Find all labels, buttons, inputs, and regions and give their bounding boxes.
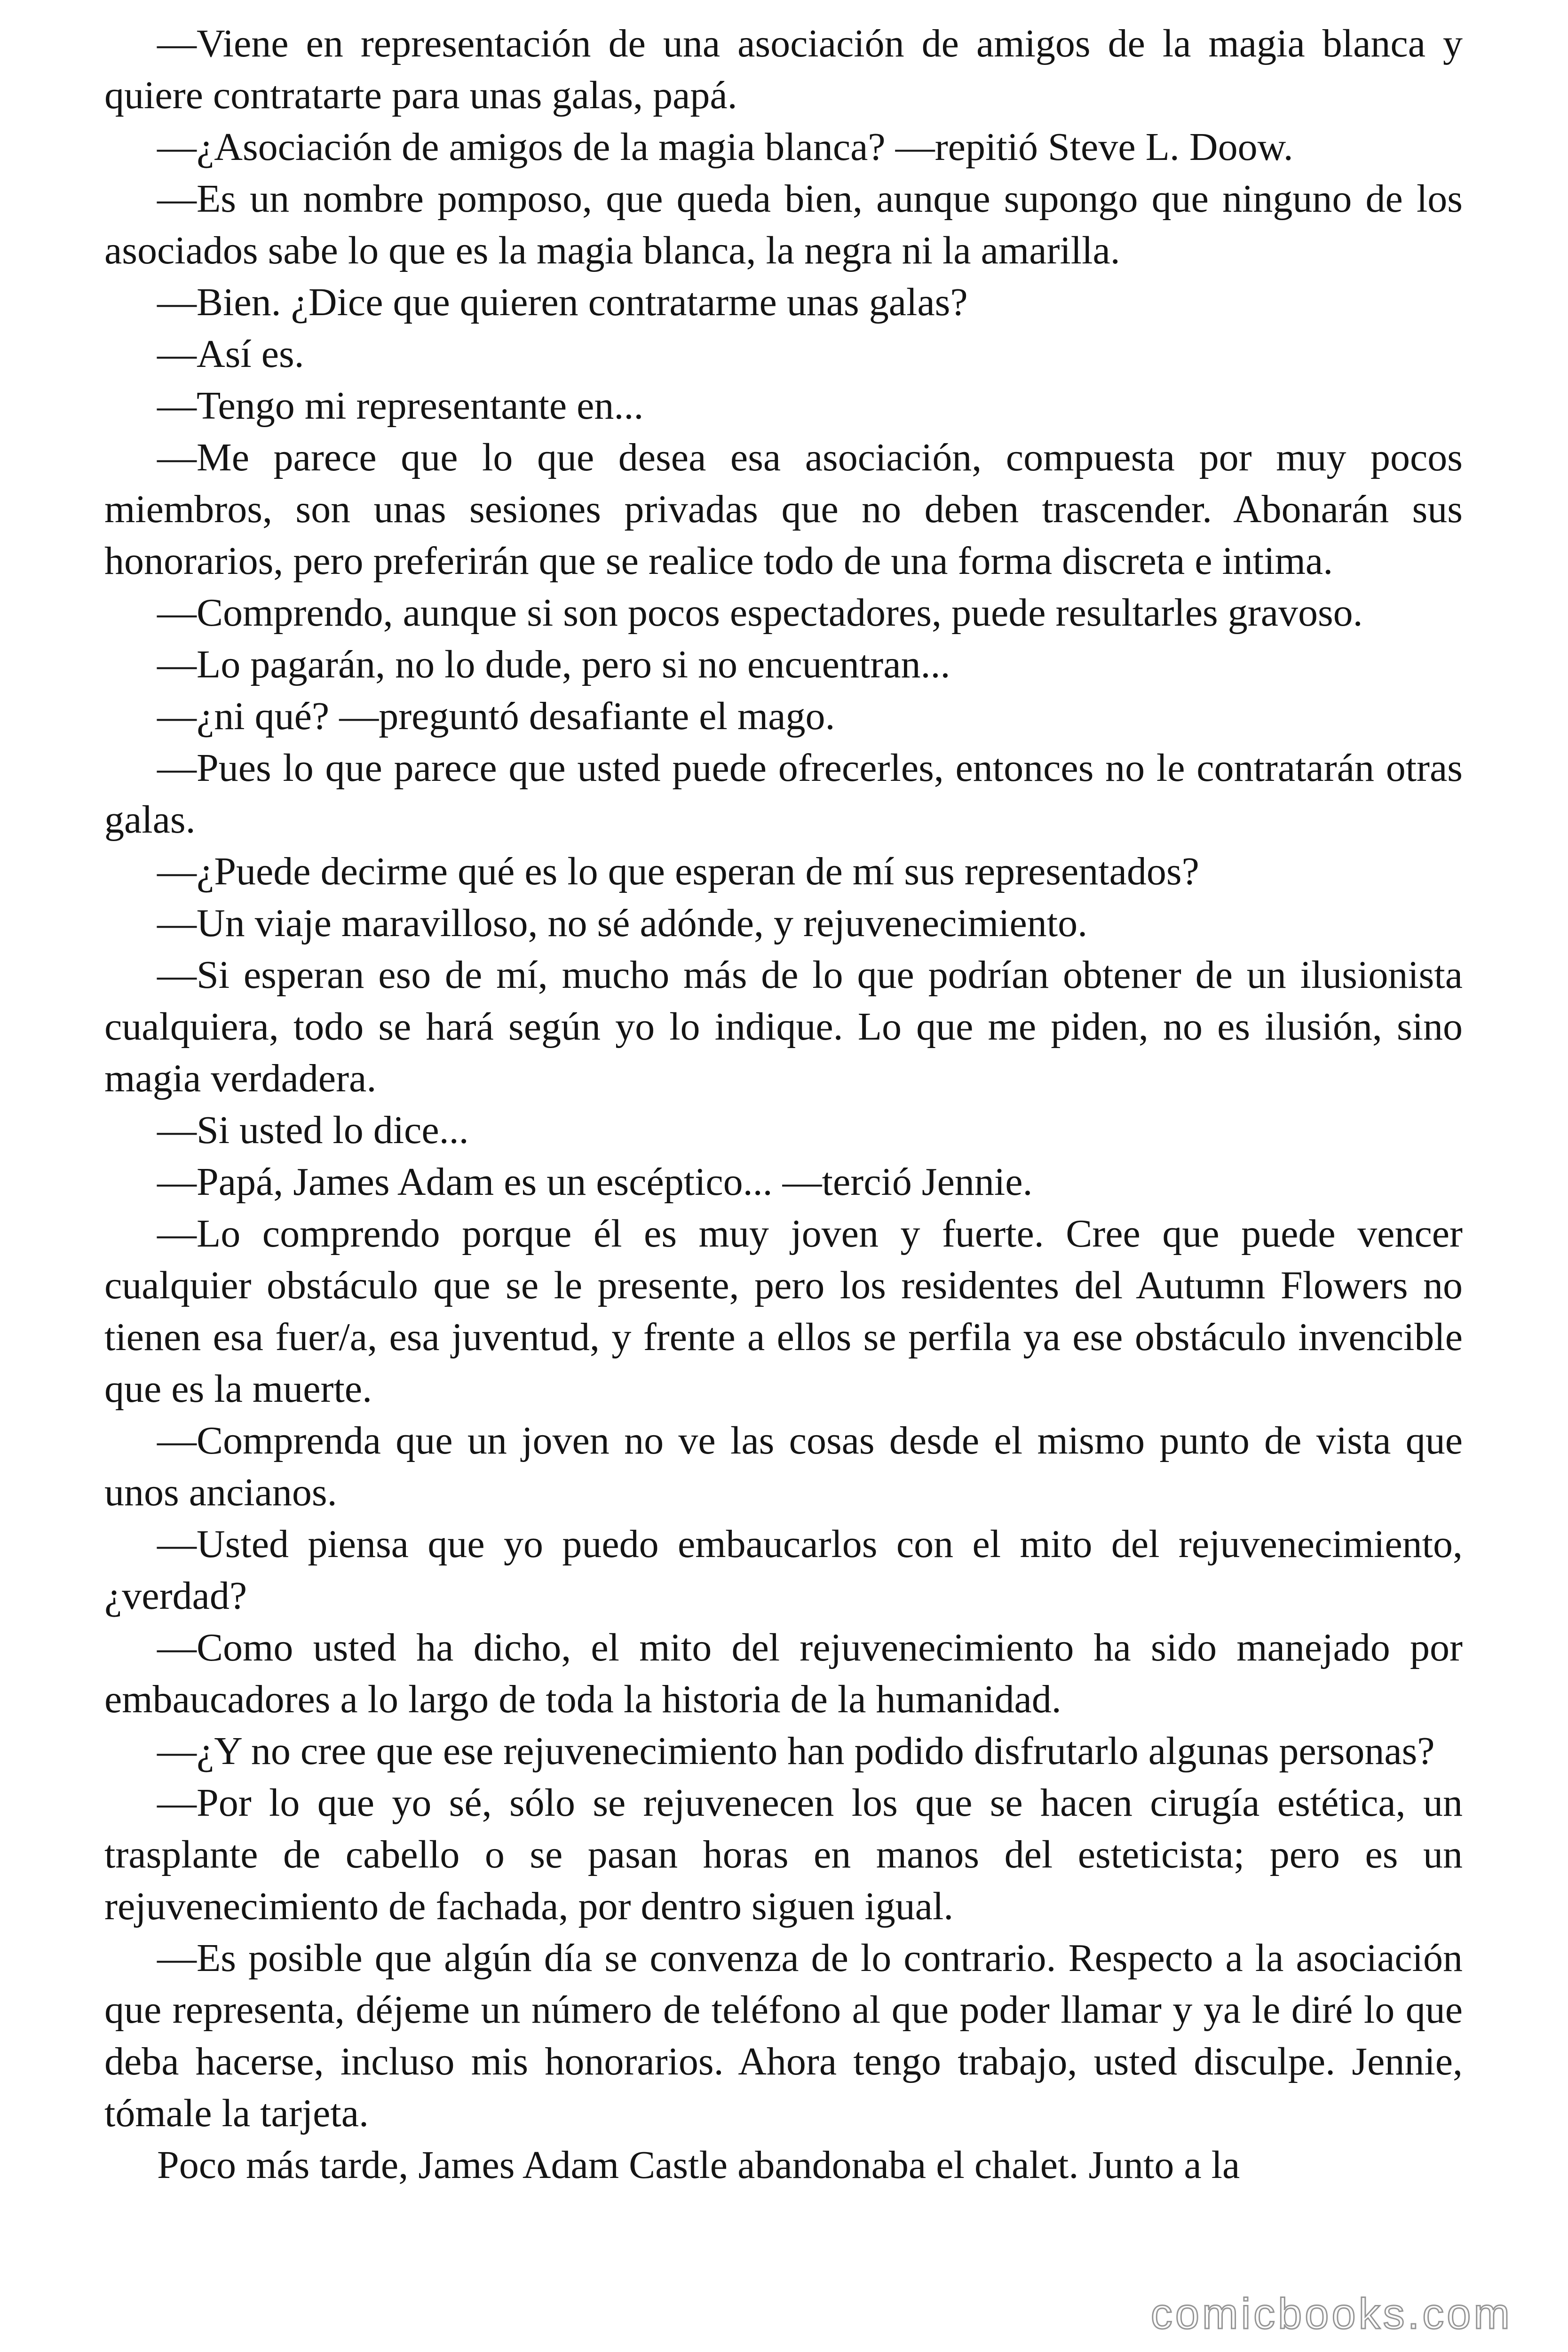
paragraph: —Comprenda que un joven no ve las cosas desde el mismo punto de vista que unos ancianos. [104, 1419, 1463, 1514]
paragraph: —Usted piensa que yo puedo embaucarlos con el mito del rejuvenecimiento, ¿verdad? [104, 1522, 1463, 1618]
paragraph: —¿Y no cree que ese rejuvenecimiento han podido disfrutarlo algunas personas? [157, 1729, 1435, 1773]
paragraph: —Si usted lo dice... [157, 1108, 469, 1152]
paragraph: —Pues lo que parece que usted puede ofrecerles, entonces no le contratarán otras galas. [104, 746, 1463, 842]
paragraph: —Lo pagarán, no lo dude, pero si no encuentran... [157, 643, 950, 686]
paragraph: —¿ni qué? —preguntó desafiante el mago. [157, 694, 835, 738]
paragraph: —Es posible que algún día se convenza de lo contrario. Respecto a la asociación que representa, déjeme un número de teléfono al que poder llamar y ya le diré lo que deba hacerse, incluso mis honorarios. Ahora tengo trabajo, usted disculpe. Jennie, tómale la tarjeta. [104, 1936, 1463, 2135]
paragraph: —Me parece que lo que desea esa asociación, compuesta por muy pocos miembros, son unas sesiones privadas que no deben trascender. Abonarán sus honorarios, pero preferirán que se realice todo de una forma discreta e intima. [104, 436, 1463, 583]
paragraph: —¿Puede decirme qué es lo que esperan de mí sus representados? [157, 850, 1199, 893]
paragraph: —Es un nombre pomposo, que queda bien, aunque supongo que ninguno de los asociados sabe lo que es la magia blanca, la negra ni la amarilla. [104, 177, 1463, 272]
paragraph: —Un viaje maravilloso, no sé adónde, y rejuvenecimiento. [157, 901, 1088, 945]
paragraph: —Viene en representación de una asociación de amigos de la magia blanca y quiere contratarte para unas galas, papá. [104, 22, 1463, 117]
paragraph: Poco más tarde, James Adam Castle abandonaba el chalet. Junto a la [157, 2143, 1240, 2187]
paragraph: —Por lo que yo sé, sólo se rejuvenecen los que se hacen cirugía estética, un trasplante de cabello o se pasan horas en manos del esteticista; pero es un rejuvenecimiento de fachada, por dentro siguen igual. [104, 1781, 1463, 1928]
paragraph: —Así es. [157, 332, 304, 376]
paragraph: —Bien. ¿Dice que quieren contratarme unas galas? [157, 280, 968, 324]
body-text [104, 18, 1463, 2191]
paragraph: —Como usted ha dicho, el mito del rejuvenecimiento ha sido manejado por embaucadores a lo largo de toda la historia de la humanidad. [104, 1626, 1463, 1721]
paragraph: —Si esperan eso de mí, mucho más de lo que podrían obtener de un ilusionista cualquiera, todo se hará según yo lo indique. Lo que me piden, no es ilusión, sino magia verdadera. [104, 953, 1463, 1100]
paragraph: —Tengo mi representante en... [157, 384, 644, 428]
paragraph: —Papá, James Adam es un escéptico... —terció Jennie. [157, 1160, 1033, 1204]
paragraph: —¿Asociación de amigos de la magia blanca? —repitió Steve L. Doow. [157, 125, 1293, 169]
watermark: comicbooks.com [1150, 2290, 1513, 2338]
paragraph: —Lo comprendo porque él es muy joven y fuerte. Cree que puede vencer cualquier obstáculo que se le presente, pero los residentes del Autumn Flowers no tienen esa fuer/a, esa juventud, y frente a ellos se perfila ya ese obstáculo invencible que es la muerte. [104, 1212, 1463, 1411]
paragraph: —Comprendo, aunque si son pocos espectadores, puede resultarles gravoso. [157, 591, 1363, 635]
